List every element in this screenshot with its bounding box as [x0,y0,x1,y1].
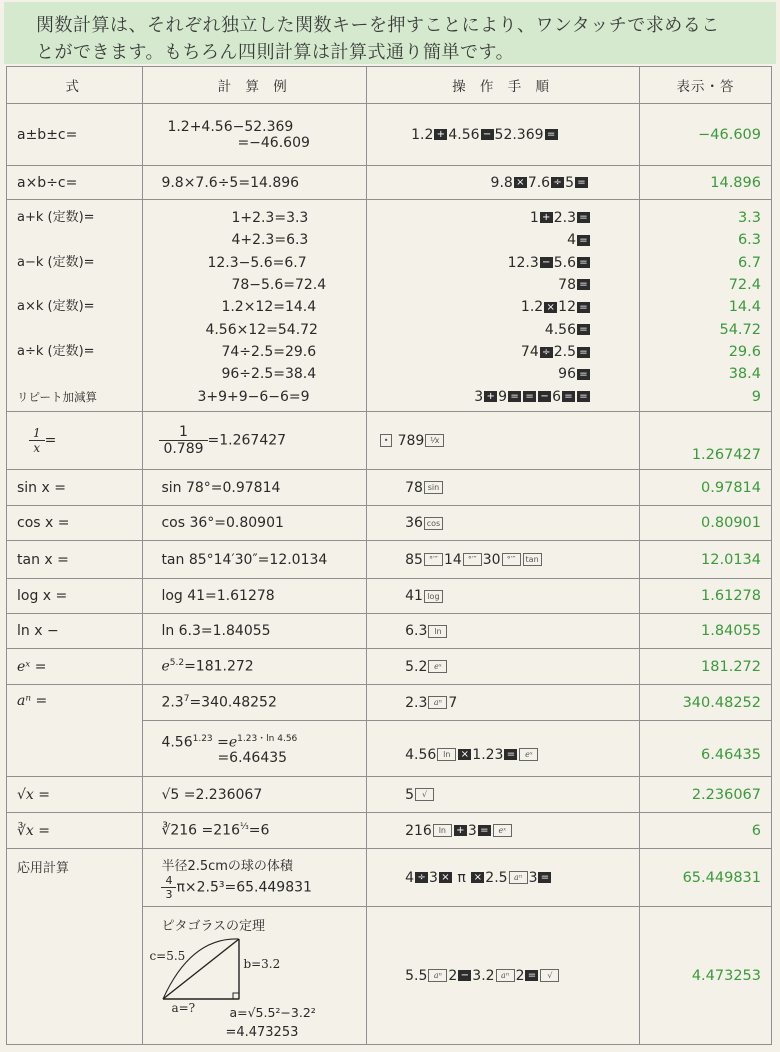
answer-cell: 181.272 [640,649,772,685]
formula-line: a+k (定数)= [17,209,95,225]
equals-key-icon: = [577,212,590,223]
plus-key-icon: + [434,129,447,140]
op-number: 7.6 [527,174,551,191]
example-cell: sin 78°=0.97814 [143,470,367,506]
equals-key-icon: = [577,391,590,402]
formula-line: a÷k (定数)= [17,344,95,360]
formula-line [17,363,132,385]
divide-key-icon: ÷ [540,347,553,358]
example-line: $4.56^{1.23} =e^{1.23・ln 4.56}$ [161,733,298,751]
formula-cell: eˣ = [7,649,143,685]
procedure-cell [367,200,640,412]
op-line: 96 = [377,363,591,385]
op-number: 4.56 [448,126,480,143]
ln-key-icon: ln [437,748,456,761]
triangle-diagram [143,907,342,1045]
answer-line: 72.4 [728,276,761,293]
formula-line: リピート加減算 [17,389,98,404]
function-table [6,66,772,1045]
answer-cell [640,200,772,412]
formula-cell: cos x = [7,506,143,541]
row-exp [7,649,772,685]
row-tan [7,541,772,579]
dms-key-icon: °′″ [463,553,482,566]
equals-key-icon: = [538,872,551,883]
answer-cell: 14.896 [640,166,772,200]
exp-key-icon: eˣ [428,660,447,673]
example-cell [143,907,367,1045]
equals-key-icon: = [508,391,521,402]
answer-line: 3.3 [737,209,761,226]
example-line: =6.46435 [217,750,288,767]
equals-key-icon: = [575,177,588,188]
answer-line: 6.3 [737,232,761,249]
formula-cell: 応用計算 [7,849,143,1045]
row-sqrt [7,777,772,813]
example-line: $\frac{4}{3}$ π×2.5³=65.449831 [161,874,356,901]
equals-key-icon: = [523,391,536,402]
tan-key-icon: tan [523,553,542,566]
row-applied-sphere [7,849,772,907]
answer-cell: 12.0134 [640,541,772,579]
sqrt-key-icon: √ [415,788,434,801]
row-constant-calc [7,200,772,412]
side-c-label: c=5.5 [149,949,186,963]
answer-cell: 6 [640,813,772,849]
op-line: 4 = [377,229,591,251]
example-line: 74÷2.5=29.6 [221,344,317,361]
example-line: =−46.609 [237,134,310,151]
example-cell [143,412,367,470]
minus-key-icon: − [538,391,551,402]
plus-key-icon: + [484,391,497,402]
example-line: 1.2+4.56−52.369 [167,118,294,135]
example-fraction: $\frac{1}{0.789}$ [159,424,207,457]
sin-key-icon: sin [424,481,443,494]
header-example: 計 算 例 [143,67,367,104]
procedure-cell [367,166,640,200]
formula-cell: log x = [7,579,143,614]
example-title: 半径2.5cmの球の体積 [161,858,293,874]
answer-line: 54.72 [719,321,761,338]
procedure-cell: 216 ln + 3 = eˣ [367,813,640,849]
equals-key-icon: = [577,347,590,358]
power-key-icon: aⁿ [428,696,447,709]
formula-cell [7,412,143,470]
answer-line: 14.4 [728,299,761,316]
ln-key-icon: ln [428,625,447,638]
times-key-icon: × [458,749,471,760]
reciprocal-fraction: $\frac{1}{x}$ [29,426,45,455]
minus-key-icon: − [540,257,553,268]
answer-cell: 1.61278 [640,579,772,614]
example-fraction: $\frac{4}{3}$ [161,874,176,901]
example-cell: ln 6.3=1.84055 [143,614,367,649]
op-line: 78 = [377,274,591,296]
times-key-icon: × [439,872,452,883]
procedure-cell: 5.2 eˣ [367,649,640,685]
example-line: 96÷2.5=38.4 [221,366,317,383]
answer-cell: 2.236067 [640,777,772,813]
answer-line: 6.7 [737,254,761,271]
equals-sign: = [44,432,57,449]
decimal-key-icon: • [380,434,392,447]
procedure-cell: 36 cos [367,506,640,541]
side-a-label: a=? [171,1001,196,1015]
row-reciprocal [7,412,772,470]
formula-cell: ln x − [7,614,143,649]
example-cell: log 41=1.61278 [143,579,367,614]
pythagoras-result: =4.473253 [225,1025,299,1040]
row-sin [7,470,772,506]
equals-key-icon: = [577,235,590,246]
answer-cell: 65.449831 [640,849,772,907]
procedure-cell: 78 sin [367,470,640,506]
answer-line: 9 [751,388,761,405]
pythagoras-formula: a=√5.5²−3.2² [229,1005,316,1020]
times-key-icon: × [514,177,527,188]
example-cell: ∛216 $=216^{\frac{1}{3}}=6$ [143,813,367,849]
formula-cell [7,200,143,412]
formula-line [17,229,132,251]
intro-line-1: 関数計算は、それぞれ独立した関数キーを押すことにより、ワンタッチで求めるこ [36,15,720,36]
dms-key-icon: °′″ [424,553,443,566]
times-key-icon: × [471,872,484,883]
equals-key-icon: = [478,825,491,836]
formula-cell: sin x = [7,470,143,506]
answer-cell: 1.84055 [640,614,772,649]
equals-key-icon: = [577,279,590,290]
row-ln [7,614,772,649]
example-line: 1.2×12=14.4 [221,299,317,316]
header-procedure: 操 作 手 順 [367,67,640,104]
example-result: =1.267427 [207,432,287,449]
op-number: 9.8 [490,174,513,191]
plus-key-icon: + [540,212,553,223]
example-title: ピタゴラスの定理 [161,919,266,934]
op-line: 1 + 2.3 = [377,207,591,229]
dms-key-icon: °′″ [502,553,521,566]
example-cell: √5 =2.236067 [143,777,367,813]
sqrt-key-icon: √ [540,969,559,982]
intro-banner [4,2,776,64]
formula-cell: a×b÷c= [7,166,143,200]
procedure-cell: 4.56 ln × 1.23 = eˣ [367,721,640,777]
op-line: 1.2 × 12 = [377,296,591,318]
answer-cell: 0.97814 [640,470,772,506]
ln-key-icon: ln [433,824,452,837]
plus-key-icon: + [454,825,467,836]
minus-key-icon: − [481,129,494,140]
equals-key-icon: = [504,749,517,760]
row-multiply-divide [7,166,772,200]
answer-cell: 4.473253 [640,907,772,1045]
answer-cell: −46.609 [640,104,772,166]
procedure-cell: 85 °′″ 14 °′″ 30 °′″ tan [367,541,640,579]
procedure-cell [367,412,640,470]
answer-line: 29.6 [728,344,761,361]
procedure-cell: 4 ÷ 3 × π × 2.5 aⁿ 3 = [367,849,640,907]
side-b-label: b=3.2 [243,957,281,971]
example-cell [143,849,367,907]
answer-cell: 0.80901 [640,506,772,541]
example-line: 4.56×12=54.72 [205,321,318,338]
exp-key-icon: eˣ [493,824,512,837]
procedure-cell [367,104,640,166]
equals-key-icon: = [545,129,558,140]
times-key-icon: × [544,302,557,313]
example-cell [143,200,367,412]
example-cell: cos 36°=0.80901 [143,506,367,541]
formula-line [17,274,132,296]
procedure-cell: 5 √ [367,777,640,813]
example-cell: $e^{5.2}=181.272$ [143,649,367,685]
op-line: 12.3 − 5.6 = [377,252,591,274]
example-cell [143,721,367,777]
example-line: 4+2.3=6.3 [231,232,309,249]
reciprocal-key-icon: ⅟x [425,434,444,447]
header-formula: 式 [7,67,143,104]
header-display: 表示・答 [640,67,772,104]
row-add-subtract [7,104,772,166]
formula-cell: aⁿ = [7,685,143,777]
example-cell: 9.8×7.6÷5=14.896 [143,166,367,200]
equals-key-icon: = [577,257,590,268]
example-line: 78−5.6=72.4 [231,276,327,293]
divide-key-icon: ÷ [415,872,428,883]
formula-line: a−k (定数)= [17,254,95,270]
equals-key-icon: = [562,391,575,402]
op-number: 789 [397,432,425,449]
power-key-icon: aⁿ [509,871,528,884]
example-cell: tan 85°14′30″=12.0134 [143,541,367,579]
op-line: 74 ÷ 2.5 = [377,341,591,363]
equals-key-icon: = [577,302,590,313]
op-number: 5 [565,174,574,191]
equals-key-icon: = [525,970,538,981]
answer-cell: 1.267427 [640,412,772,470]
example-line: 1+2.3=3.3 [231,209,309,226]
minus-key-icon: − [458,970,471,981]
power-key-icon: aⁿ [496,969,515,982]
example-line: 12.3−5.6=6.7 [207,254,307,271]
formula-cell: tan x = [7,541,143,579]
formula-cell: a±b±c= [7,104,143,166]
row-cbrt [7,813,772,849]
header-row [7,67,772,104]
power-key-icon: aⁿ [428,969,447,982]
example-line: 3+9+9−6−6=9 [197,388,310,405]
divide-key-icon: ÷ [551,177,564,188]
intro-line-2: とができます。もちろん四則計算は計算式通り簡単です。 [36,42,515,63]
formula-cell: √x = [7,777,143,813]
procedure-cell: 5.5 aⁿ 2 − 3.2 aⁿ 2 = √ [367,907,640,1045]
op-line: 4.56 = [377,319,591,341]
example-cell [143,104,367,166]
cos-key-icon: cos [424,517,443,530]
exp-key-icon: eˣ [519,748,538,761]
row-cos [7,506,772,541]
formula-line [17,319,132,341]
op-number: 1.2 [411,126,434,143]
op-line: 3 + 9 = = − 6 = = [377,386,591,408]
answer-line: 38.4 [728,366,761,383]
procedure-cell: 41 log [367,579,640,614]
equals-key-icon: = [577,369,590,380]
procedure-cell: 2.3 aⁿ 7 [367,685,640,721]
answer-cell: 340.48252 [640,685,772,721]
op-number: 52.369 [494,126,544,143]
formula-cell: ∛x = [7,813,143,849]
procedure-cell: 6.3 ln [367,614,640,649]
equals-key-icon: = [577,324,590,335]
example-cell: $2.3^7=340.48252$ [143,685,367,721]
formula-line: a×k (定数)= [17,299,95,315]
row-power [7,685,772,721]
log-key-icon: log [424,590,443,603]
answer-cell: 6.46435 [640,721,772,777]
row-log [7,579,772,614]
